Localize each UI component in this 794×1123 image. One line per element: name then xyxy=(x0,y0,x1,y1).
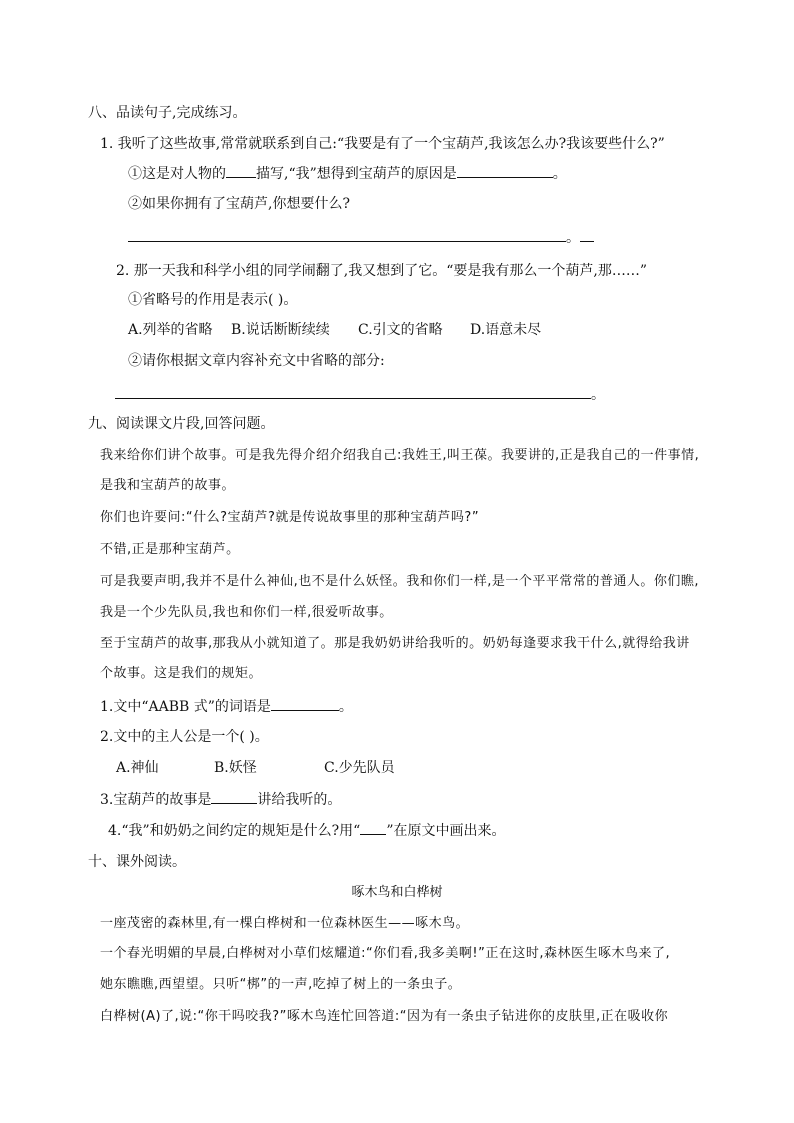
s9-q1-text: 1.文中“AABB 式”的词语是 xyxy=(100,699,271,715)
option-a[interactable]: A.神仙 xyxy=(116,760,159,776)
option-b[interactable]: B.妖怪 xyxy=(214,760,257,776)
answer-blank[interactable] xyxy=(271,696,339,711)
s9-passage-line: 我是一个少先队员,我也和你们一样,很爱听故事。 xyxy=(100,605,393,620)
s10-passage-line: 一个春光明媚的早晨,白桦树对小草们炫耀道:“你们看,我多美啊!”正在这时,森林医生啄木鸟来了, xyxy=(100,946,671,961)
answer-blank[interactable] xyxy=(211,789,257,804)
s9-passage-line: 可是我要声明,我并不是什么神仙,也不是什么妖怪。我和你们一样,是一个平平常常的普通人。你们瞧, xyxy=(100,574,700,589)
s10-passage-line: 白桦树(A)了,说:“你干吗咬我?”啄木鸟连忙回答道:“因为有一条虫子钻进你的皮肤里,正在吸收你 xyxy=(100,1009,669,1024)
s8-q1-sub1-text-a: ①这是对人物的 xyxy=(128,166,226,182)
s9-passage-line: 你们也许要问:“什么?宝葫芦?就是传说故事里的那种宝葫芦吗?” xyxy=(100,510,480,525)
s9-passage-line: 不错,正是那种宝葫芦。 xyxy=(100,542,240,557)
s8-q2-answer-end: 。 xyxy=(591,387,605,403)
s9-q1-end: 。 xyxy=(338,699,353,715)
answer-line[interactable] xyxy=(128,227,566,242)
s9-q1 xyxy=(100,696,353,717)
s10-passage-line: 她东瞧瞧,西望望。只听“梆”的一声,吃掉了树上的一条虫子。 xyxy=(100,977,462,992)
s8-q2-sub2: ②请你根据文章内容补充文中省略的部分: xyxy=(128,353,385,369)
s8-q2-sub1: ①省略号的作用是表示( )。 xyxy=(128,292,298,308)
s9-q3 xyxy=(100,789,341,810)
s9-passage-line: 至于宝葫芦的故事,那我从小就知道了。那是我奶奶讲给我听的。奶奶每逢要求我干什么,就得给我讲 xyxy=(100,636,690,651)
answer-blank[interactable] xyxy=(226,163,256,178)
s9-passage-line: 个故事。这是我们的规矩。 xyxy=(100,666,263,681)
underline-sample xyxy=(360,820,386,835)
option-a[interactable]: A.列举的省略 xyxy=(128,322,213,338)
s10-passage-line: 一座茂密的森林里,有一棵白桦树和一位森林医生——啄木鸟。 xyxy=(100,916,470,931)
s8-q1-answer-line xyxy=(128,227,594,248)
s9-q3-text-a: 3.宝葫芦的故事是 xyxy=(100,792,212,808)
answer-blank[interactable] xyxy=(457,163,553,178)
section8-heading: 八、品读句子,完成练习。 xyxy=(88,105,247,121)
s8-q1-sub2: ②如果你拥有了宝葫芦,你想要什么? xyxy=(128,196,350,212)
s8-q1-sub1-text-b: 描写,“我”想得到宝葫芦的原因是 xyxy=(256,166,457,182)
passage-title: 啄木鸟和白桦树 xyxy=(351,885,443,900)
option-b[interactable]: B.说话断断续续 xyxy=(231,322,330,338)
s9-passage-line: 我来给你们讲个故事。可是我先得介绍介绍我自己:我姓王,叫王葆。我要讲的,正是我自己的一件事情, xyxy=(100,448,700,463)
answer-line[interactable] xyxy=(115,384,591,399)
option-c[interactable]: C.引文的省略 xyxy=(358,322,443,338)
s9-q2: 2.文中的主人公是一个( )。 xyxy=(100,729,269,745)
s8-q1-sub1 xyxy=(128,163,567,184)
s8-q2-stem: 2. 那一天我和科学小组的同学闹翻了,我又想到了它。“要是我有那么一个葫芦,那……” xyxy=(116,263,648,279)
s8-q1-answer-end: 。 xyxy=(566,230,580,246)
s9-q3-text-b: 讲给我听的。 xyxy=(257,792,342,808)
s9-q4 xyxy=(108,820,506,841)
option-c[interactable]: C.少先队员 xyxy=(324,760,395,776)
section10-heading: 十、课外阅读。 xyxy=(88,854,186,870)
s8-q1-sub1-end: 。 xyxy=(552,166,567,182)
s8-q1-stem: 1. 我听了这些故事,常常就联系到自己:“我要是有了一个宝葫芦,我该怎么办?我该要些什么?” xyxy=(100,136,665,152)
s9-q4-text-a: 4.“我”和奶奶之间约定的规矩是什么?用“ xyxy=(108,823,361,839)
answer-line-tail xyxy=(580,227,594,242)
s8-q2-answer-line xyxy=(115,384,605,405)
s9-q4-text-b: ”在原文中画出来。 xyxy=(386,823,506,839)
option-d[interactable]: D.语意未尽 xyxy=(470,322,542,338)
s9-passage-line: 是我和宝葫芦的故事。 xyxy=(100,478,236,493)
section9-heading: 九、阅读课文片段,回答问题。 xyxy=(88,416,275,432)
